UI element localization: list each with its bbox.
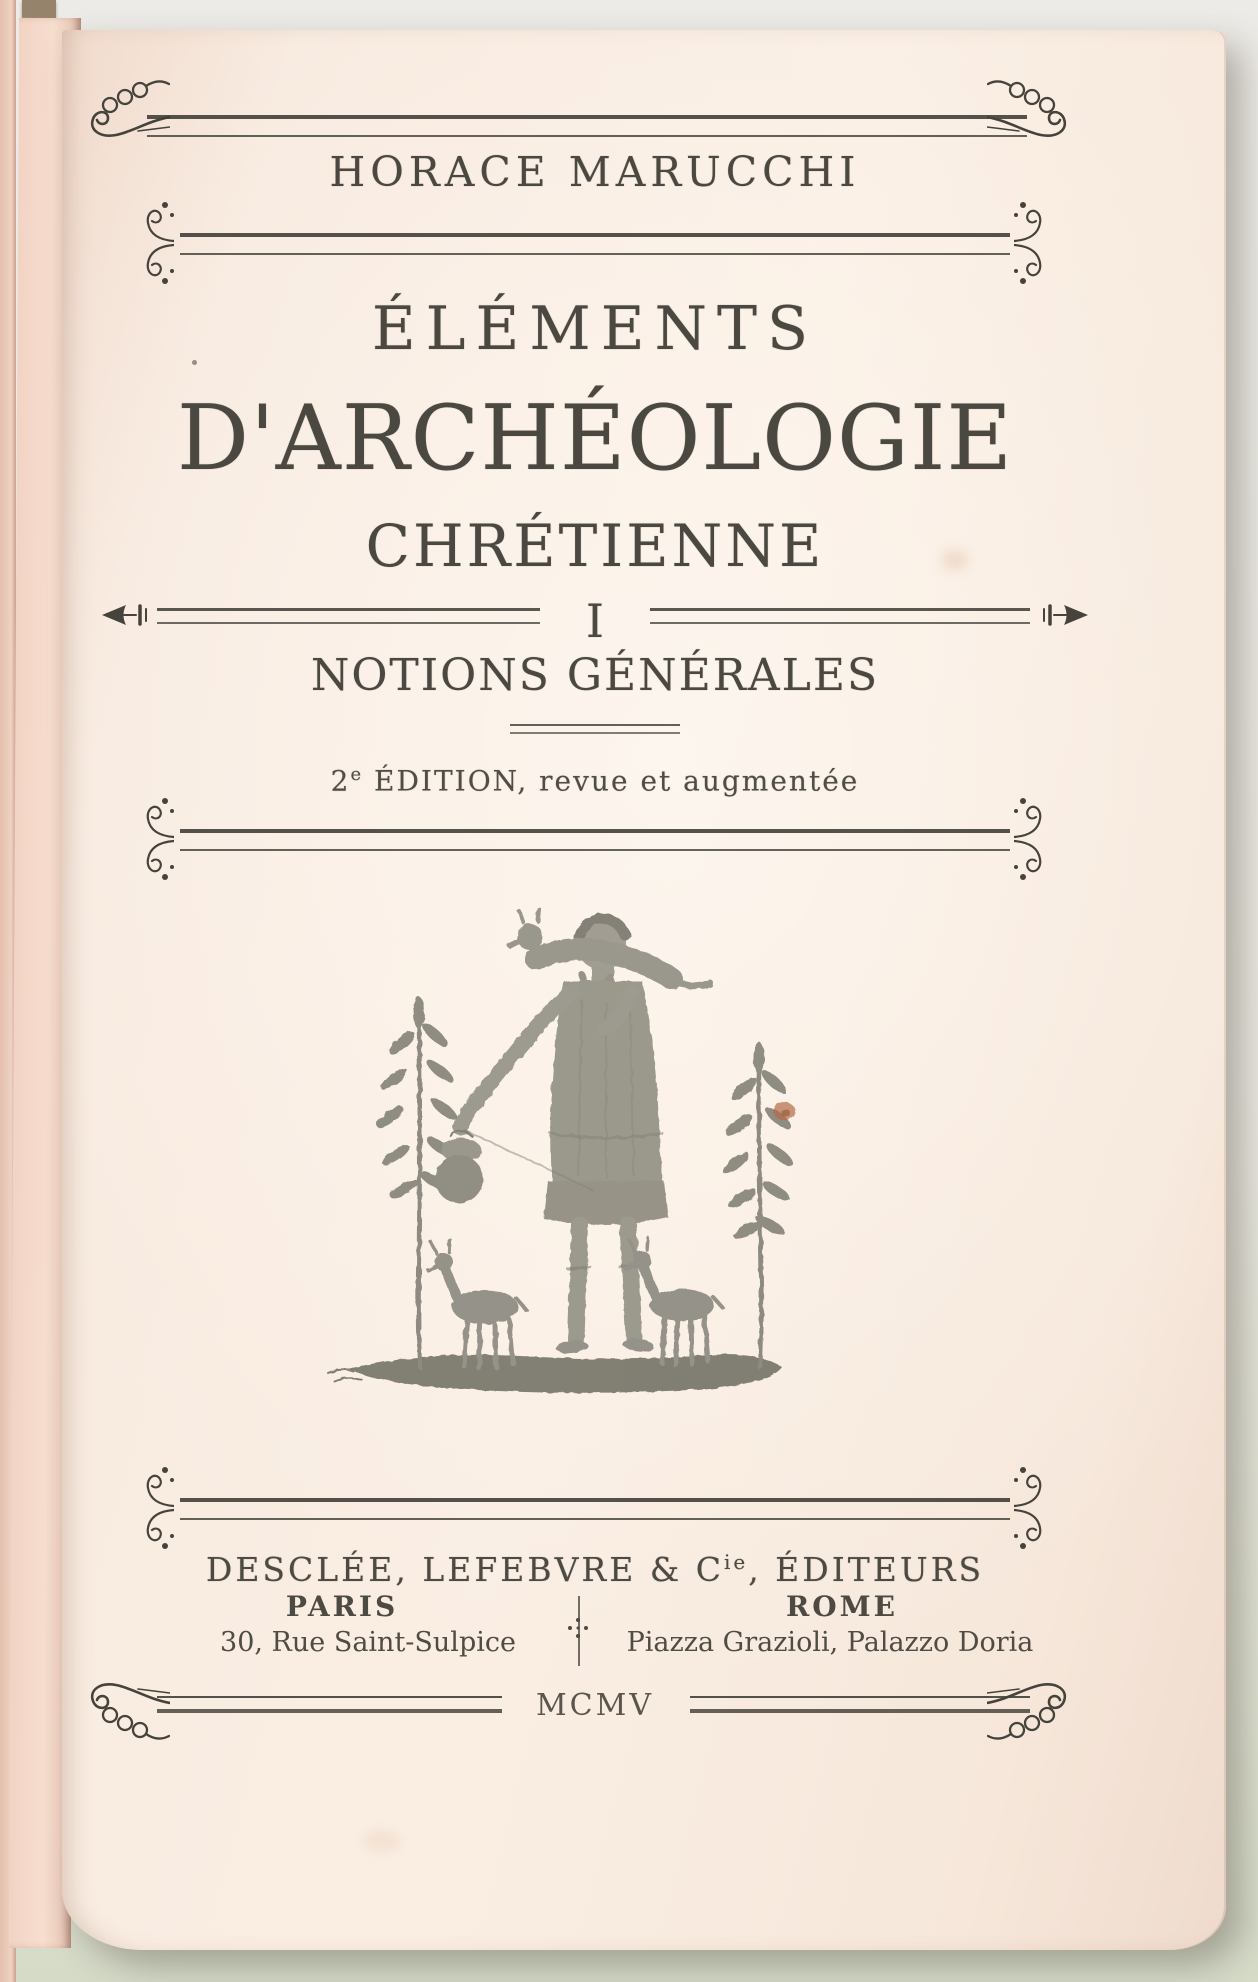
author-double-rule	[180, 233, 1010, 255]
publisher-line	[62, 1550, 1128, 1589]
edition-number: 2	[330, 764, 351, 798]
volume-rule-right	[650, 608, 1030, 624]
edition-line	[62, 764, 1128, 797]
good-shepherd-illustration	[320, 875, 840, 1400]
title-line-3: CHRÉTIENNE	[365, 512, 825, 580]
title-line-1: ÉLÉMENTS	[371, 294, 819, 364]
imprint-city-rome: ROME	[786, 1590, 898, 1623]
year-roman-numeral: MCMV	[535, 1688, 655, 1723]
publisher-rest: , ÉDITEURS	[748, 1550, 985, 1589]
swash-flourish-icon	[987, 1660, 1087, 1745]
edition-ordinal: e	[350, 764, 364, 785]
edition-text: ÉDITION, revue et augmentée	[363, 764, 860, 798]
edition-double-rule	[180, 829, 1010, 851]
paper-stain	[942, 550, 968, 570]
title-page	[62, 30, 1226, 1950]
imprint-address-rome: Piazza Grazioli, Palazzo Doria	[626, 1627, 1034, 1658]
top-double-rule	[147, 115, 1027, 137]
scroll-fleuron-icon	[1014, 791, 1064, 887]
paper-speck	[192, 360, 197, 365]
scroll-fleuron-icon	[124, 791, 174, 887]
publisher-sup: ie	[723, 1550, 749, 1574]
publisher-name: DESCLÉE, LEFEBVRE & C	[205, 1550, 724, 1589]
scroll-fleuron-icon	[1014, 1460, 1064, 1556]
scroll-fleuron-icon	[1014, 195, 1064, 291]
imprint-address-paris: 30, Rue Saint-Sulpice	[220, 1627, 516, 1658]
imprint-city-paris: PARIS	[285, 1590, 399, 1623]
arrow-finial-icon	[1034, 600, 1090, 630]
imprint-double-rule	[180, 1498, 1010, 1520]
scroll-fleuron-icon	[124, 195, 174, 291]
title-line-2: D'ARCHÉOLOGIE	[176, 386, 1014, 491]
year-rule-right	[690, 1696, 1030, 1713]
volume-subtitle: NOTIONS GÉNÉRALES	[310, 650, 880, 701]
scroll-fleuron-icon	[124, 1460, 174, 1556]
author-name: HORACE MARUCCHI	[329, 148, 861, 196]
volume-numeral: I	[585, 594, 605, 648]
subtitle-short-rule	[510, 724, 680, 734]
paper-stain	[362, 1830, 402, 1852]
